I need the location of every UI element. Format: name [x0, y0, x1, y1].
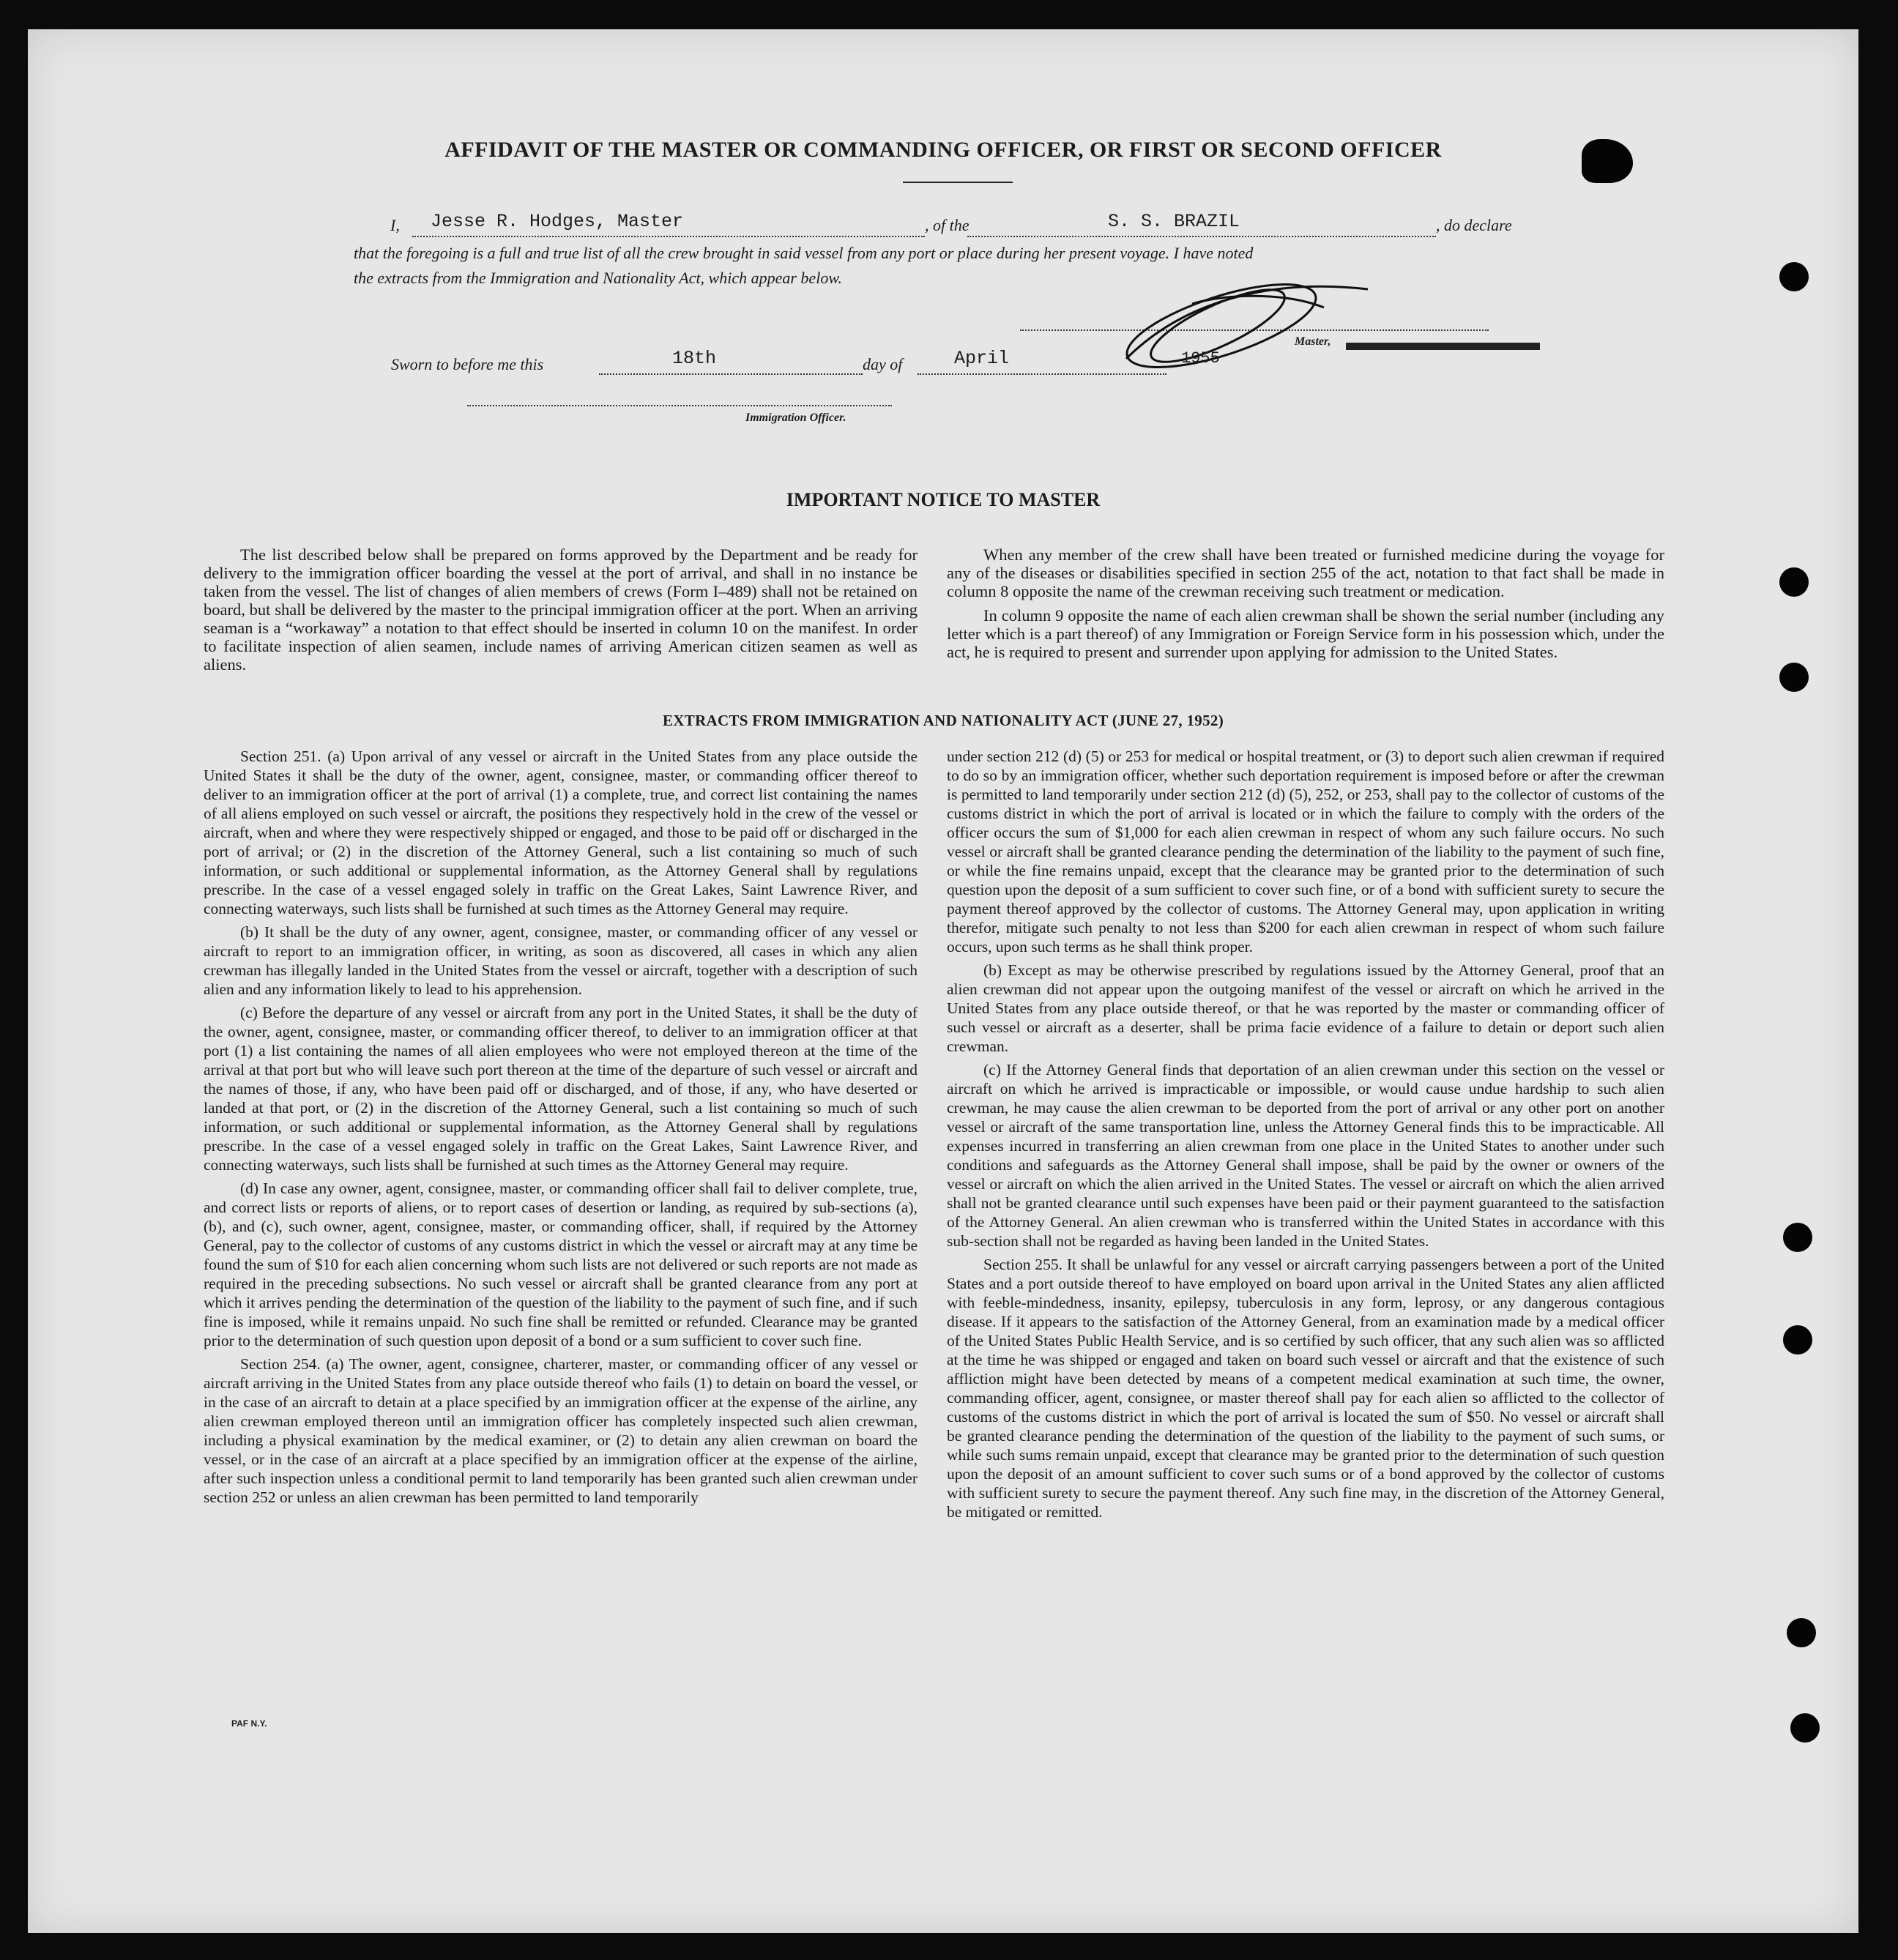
section-254-b: (b) Except as may be otherwise prescribed by regulations issued by the Attorney General, proof that an alien crewman did not appear upon the outgoing manifest of the vessel or aircraft on which he arrived in the United States from any place outside thereof, or that he was reported by the master or commanding officer of such vessel or aircraft as a deserter, shall be prima facie evidence of a failure to detain or deport such alien crewman. — [947, 961, 1664, 1055]
notice-right-column — [947, 545, 1664, 661]
punch-hole — [1779, 567, 1809, 597]
vessel-underline — [967, 236, 1436, 237]
day-of-label: day of — [863, 355, 903, 373]
printer-mark: PAF N.Y. — [231, 1718, 267, 1729]
of-the-label: , of the — [925, 216, 970, 234]
struck-out-text — [1346, 343, 1540, 350]
notice-title: IMPORTANT NOTICE TO MASTER — [786, 489, 1101, 510]
section-251-d: (d) In case any owner, agent, consignee, master, or commanding officer shall fail to deliver complete, true, and correct lists or reports of aliens, or to report cases of desertion or landing, as required by sub-sections (a), (b), and (c), such owner, agent, consignee, master, or commanding officer, shall, if required by the Attorney General, pay to the collector of customs of any customs district in which the vessel or aircraft may at any time be found the sum of $10 for each alien concerning whom such lists are not delivered or such reports are not made as required in the preceding subsections. No such vessel or aircraft shall be granted clearance from any port at which it arrives pending the determination of the question of the liability to the payment of such fine, and if such fine is imposed, while it remains unpaid. No such fine shall be remitted or refunded. Clearance may be granted prior to the determination of such question upon deposit of a bond or a sum sufficient to cover such fine. — [204, 1180, 918, 1349]
sworn-day: 18th — [672, 348, 717, 369]
day-underline — [599, 373, 863, 375]
master-signature — [1082, 271, 1390, 381]
extracts-title: EXTRACTS FROM IMMIGRATION AND NATIONALITY ACT (JUNE 27, 1952) — [663, 712, 1224, 729]
notice-right-paragraph-2: In column 9 opposite the name of each alien crewman shall be shown the serial number (including any letter which is a part thereof) of any Immigration or Foreign Service form in his possession which, under the act, he is required to present and surrender upon applying for admission to the United States. — [947, 606, 1664, 661]
punch-hole — [1779, 262, 1809, 291]
i-label: I, — [390, 216, 400, 234]
affidavit-title: AFFIDAVIT OF THE MASTER OR COMMANDING OFFICER, OR FIRST OR SECOND OFFICER — [444, 138, 1442, 162]
immigration-officer-label: Immigration Officer. — [745, 411, 846, 424]
notice-left-paragraph: The list described below shall be prepared on forms approved by the Department and be ready for delivery to the immigration officer boarding the vessel at the port of arrival, and shall in no instance be taken from the vessel. The list of changes of alien members of crews (Form I–489) shall not be retained on board, but shall be delivered by the master to the principal immigration officer at the port. When an arriving seaman is a “workaway” a notation to that effect should be inserted in column 10 on the manifest. In order to facilitate inspection of alien seamen, include names of arriving American citizen seamen as well as aliens. — [204, 545, 918, 674]
punch-hole — [1787, 1618, 1816, 1647]
declaration-line-1: that the foregoing is a full and true list of all the crew brought in said vessel from any port or place during her present voyage. I have noted — [354, 244, 1254, 262]
punch-hole — [1779, 663, 1809, 692]
do-declare-label: , do declare — [1436, 216, 1512, 234]
punch-hole — [1790, 1713, 1820, 1743]
sworn-year: 1955 — [1181, 349, 1220, 368]
punch-hole — [1783, 1223, 1812, 1252]
section-251-a: Section 251. (a) Upon arrival of any vessel or aircraft in the United States from any place outside the United States it shall be the duty of the owner, agent, consignee, master, or commanding officer thereof to deliver to an immigration officer at the port of arrival (1) a complete, true, and correct list containing the names of all aliens employed on such vessel or aircraft, the positions they respectively hold in the crew of the vessel or aircraft, when and where they were respectively shipped or engaged, and those to be paid off or discharged in the port of arrival; or (2) in the discretion of the Attorney General, such a list containing so much of such information, or such additional or supplemental information, as the Attorney General shall by regulations prescribe. In the case of a vessel engaged solely in traffic on the Great Lakes, Saint Lawrence River, and connecting waterways, such lists shall be furnished at such times as the Attorney General may require. — [204, 748, 918, 917]
title-rule — [903, 182, 1013, 183]
document-page — [28, 29, 1858, 1933]
section-254-c: (c) If the Attorney General finds that deportation of an alien crewman under this section on the vessel or aircraft on which he arrived is impracticable or impossible, or would cause undue hardship to such alien crewman, he may cause the alien crewman to be deported from the port of arrival or any other port on another vessel or aircraft of the same transportation line, unless the Attorney General finds this to be impracticable. All expenses incurred in transferring an alien crewman from one place in the United States to another under such conditions and safeguards as the Attorney General shall impose, shall be paid by the owner or owners of the vessel or aircraft on which the alien arrived in the United States. The vessel or aircraft on which the alien arrived shall not be granted clearance until such expenses have been paid or their payment guaranteed to the satisfaction of the Attorney General. An alien crewman who is transferred within the United States in accordance with this sub-section shall not be regarded as having been landed in the United States. — [947, 1061, 1664, 1250]
extracts-right-column — [947, 747, 1664, 1521]
section-251-b: (b) It shall be the duty of any owner, agent, consignee, master, or commanding officer of any vessel or aircraft to report to an immigration officer, in writing, as soon as discovered, all cases in which any alien crewman has illegally landed in the United States from the vessel or aircraft, together with a description of such alien and any information likely to lead to his apprehension. — [204, 923, 918, 998]
section-251-c: (c) Before the departure of any vessel or aircraft from any port in the United States, it shall be the duty of the owner, agent, consignee, master, or commanding officer thereof, to deliver to an immigration officer at that port (1) a list containing the names of all alien employees who were not employed thereon at the time of the arrival at that port but who will leave such port thereon at the time of the departure of such vessel or aircraft and the names of those, if any, who have been paid off or discharged, and of those, if any, who have deserted or landed at that port, or (2) in the discretion of the Attorney General, such a list containing so much of such information, or such additional or supplemental information, as the Attorney General shall by regulations prescribe. In the case of a vessel engaged solely in traffic on the Great Lakes, Saint Lawrence River, and connecting waterways, such lists shall be furnished at such times as the Attorney General may require. — [204, 1004, 918, 1174]
name-underline — [412, 236, 925, 237]
master-name: Jesse R. Hodges, Master — [431, 211, 684, 232]
vessel-name: S. S. BRAZIL — [1108, 211, 1240, 232]
notice-left-column — [204, 545, 918, 674]
master-signature-label: Master, — [1295, 335, 1331, 348]
declaration-line-2: the extracts from the Immigration and Nationality Act, which appear below. — [354, 269, 842, 287]
sworn-month: April — [954, 348, 1010, 369]
section-254-a: Section 254. (a) The owner, agent, consignee, charterer, master, or commanding officer of any vessel or aircraft arriving in the United States from any place outside thereof who fails (1) to detain on board the vessel, or in the case of an aircraft to detain at a place specified by an immigration officer at the expense of the airline, any alien crewman employed thereon until an immigration officer has completely inspected such alien crewman, including a physical examination by the medical examiner, or (2) to detain any alien crewman on board the vessel, or in the case of an aircraft at a place specified by an immigration officer at the expense of the airline, after such inspection unless a conditional permit to land temporarily has been granted such alien crewman under section 252 or unless an alien crewman has been permitted to land temporarily — [204, 1355, 918, 1506]
punch-hole — [1783, 1325, 1812, 1355]
section-254-a-continued: under section 212 (d) (5) or 253 for medical or hospital treatment, or (3) to deport such alien crewman if required to do so by an immigration officer, whether such deportation requirement is imposed before or after the crewman is permitted to land temporarily under section 212 (d) (5), 252, or 253, shall pay to the collector of customs of the customs district in which the port of arrival is located or in which the failure to comply with the orders of the officer occurs the sum of $1,000 for each alien crewman in respect of whom any such failure occurs. No such vessel or aircraft shall be granted clearance pending the determination of the liability to the payment of such fine, or while the fine remains unpaid, except that the clearance may be granted prior to the determination of such question upon the deposit of a sum sufficient to cover such fine, or of a bond with sufficient surety to secure the payment thereof approved by the collector of customs. The Attorney General may, upon application in writing therefor, mitigate such penalty to not less than $200 for each alien crewman in respect of whom such failure occurs, upon such terms as he shall think proper. — [947, 748, 1664, 955]
officer-signature-line — [467, 405, 892, 406]
section-255: Section 255. It shall be unlawful for any vessel or aircraft carrying passengers between a port of the United States and a port outside thereof to have employed on board upon arrival in the United States any alien afflicted with feeble-mindedness, insanity, epilepsy, tuberculosis in any form, leprosy, or any dangerous contagious disease. If it appears to the satisfaction of the Attorney General, from an examination made by a medical officer of the United States Public Health Service, and is so certified by such officer, that any such alien was so afflicted at the time he was shipped or engaged and taken on board such vessel or aircraft and that the existence of such affliction might have been detected by means of a competent medical examination at such time, the owner, commanding officer, agent, consignee, or master thereof shall pay for each alien so afflicted to the collector of customs of the customs district in which the port of arrival is located the sum of $50. No vessel or aircraft shall be granted clearance pending the determination of the question of the liability to the payment of such sums, or while such sums remain unpaid, except that clearance may be granted prior to the determination of such question upon the deposit of an amount sufficient to cover such sums or of a bond approved by the collector of customs with sufficient surety to secure the payment thereof. Any such fine may, in the discretion of the Attorney General, be mitigated or remitted. — [947, 1256, 1664, 1521]
extracts-left-column — [204, 747, 918, 1507]
sworn-label: Sworn to before me this — [391, 355, 544, 373]
notice-right-paragraph-1: When any member of the crew shall have been treated or furnished medicine during the voyage for any of the diseases or disabilities specified in section 255 of the act, notation to that fact shall be made in column 8 opposite the name of the crewman receiving such treatment or medication. — [947, 545, 1664, 600]
month-underline — [918, 373, 1166, 375]
